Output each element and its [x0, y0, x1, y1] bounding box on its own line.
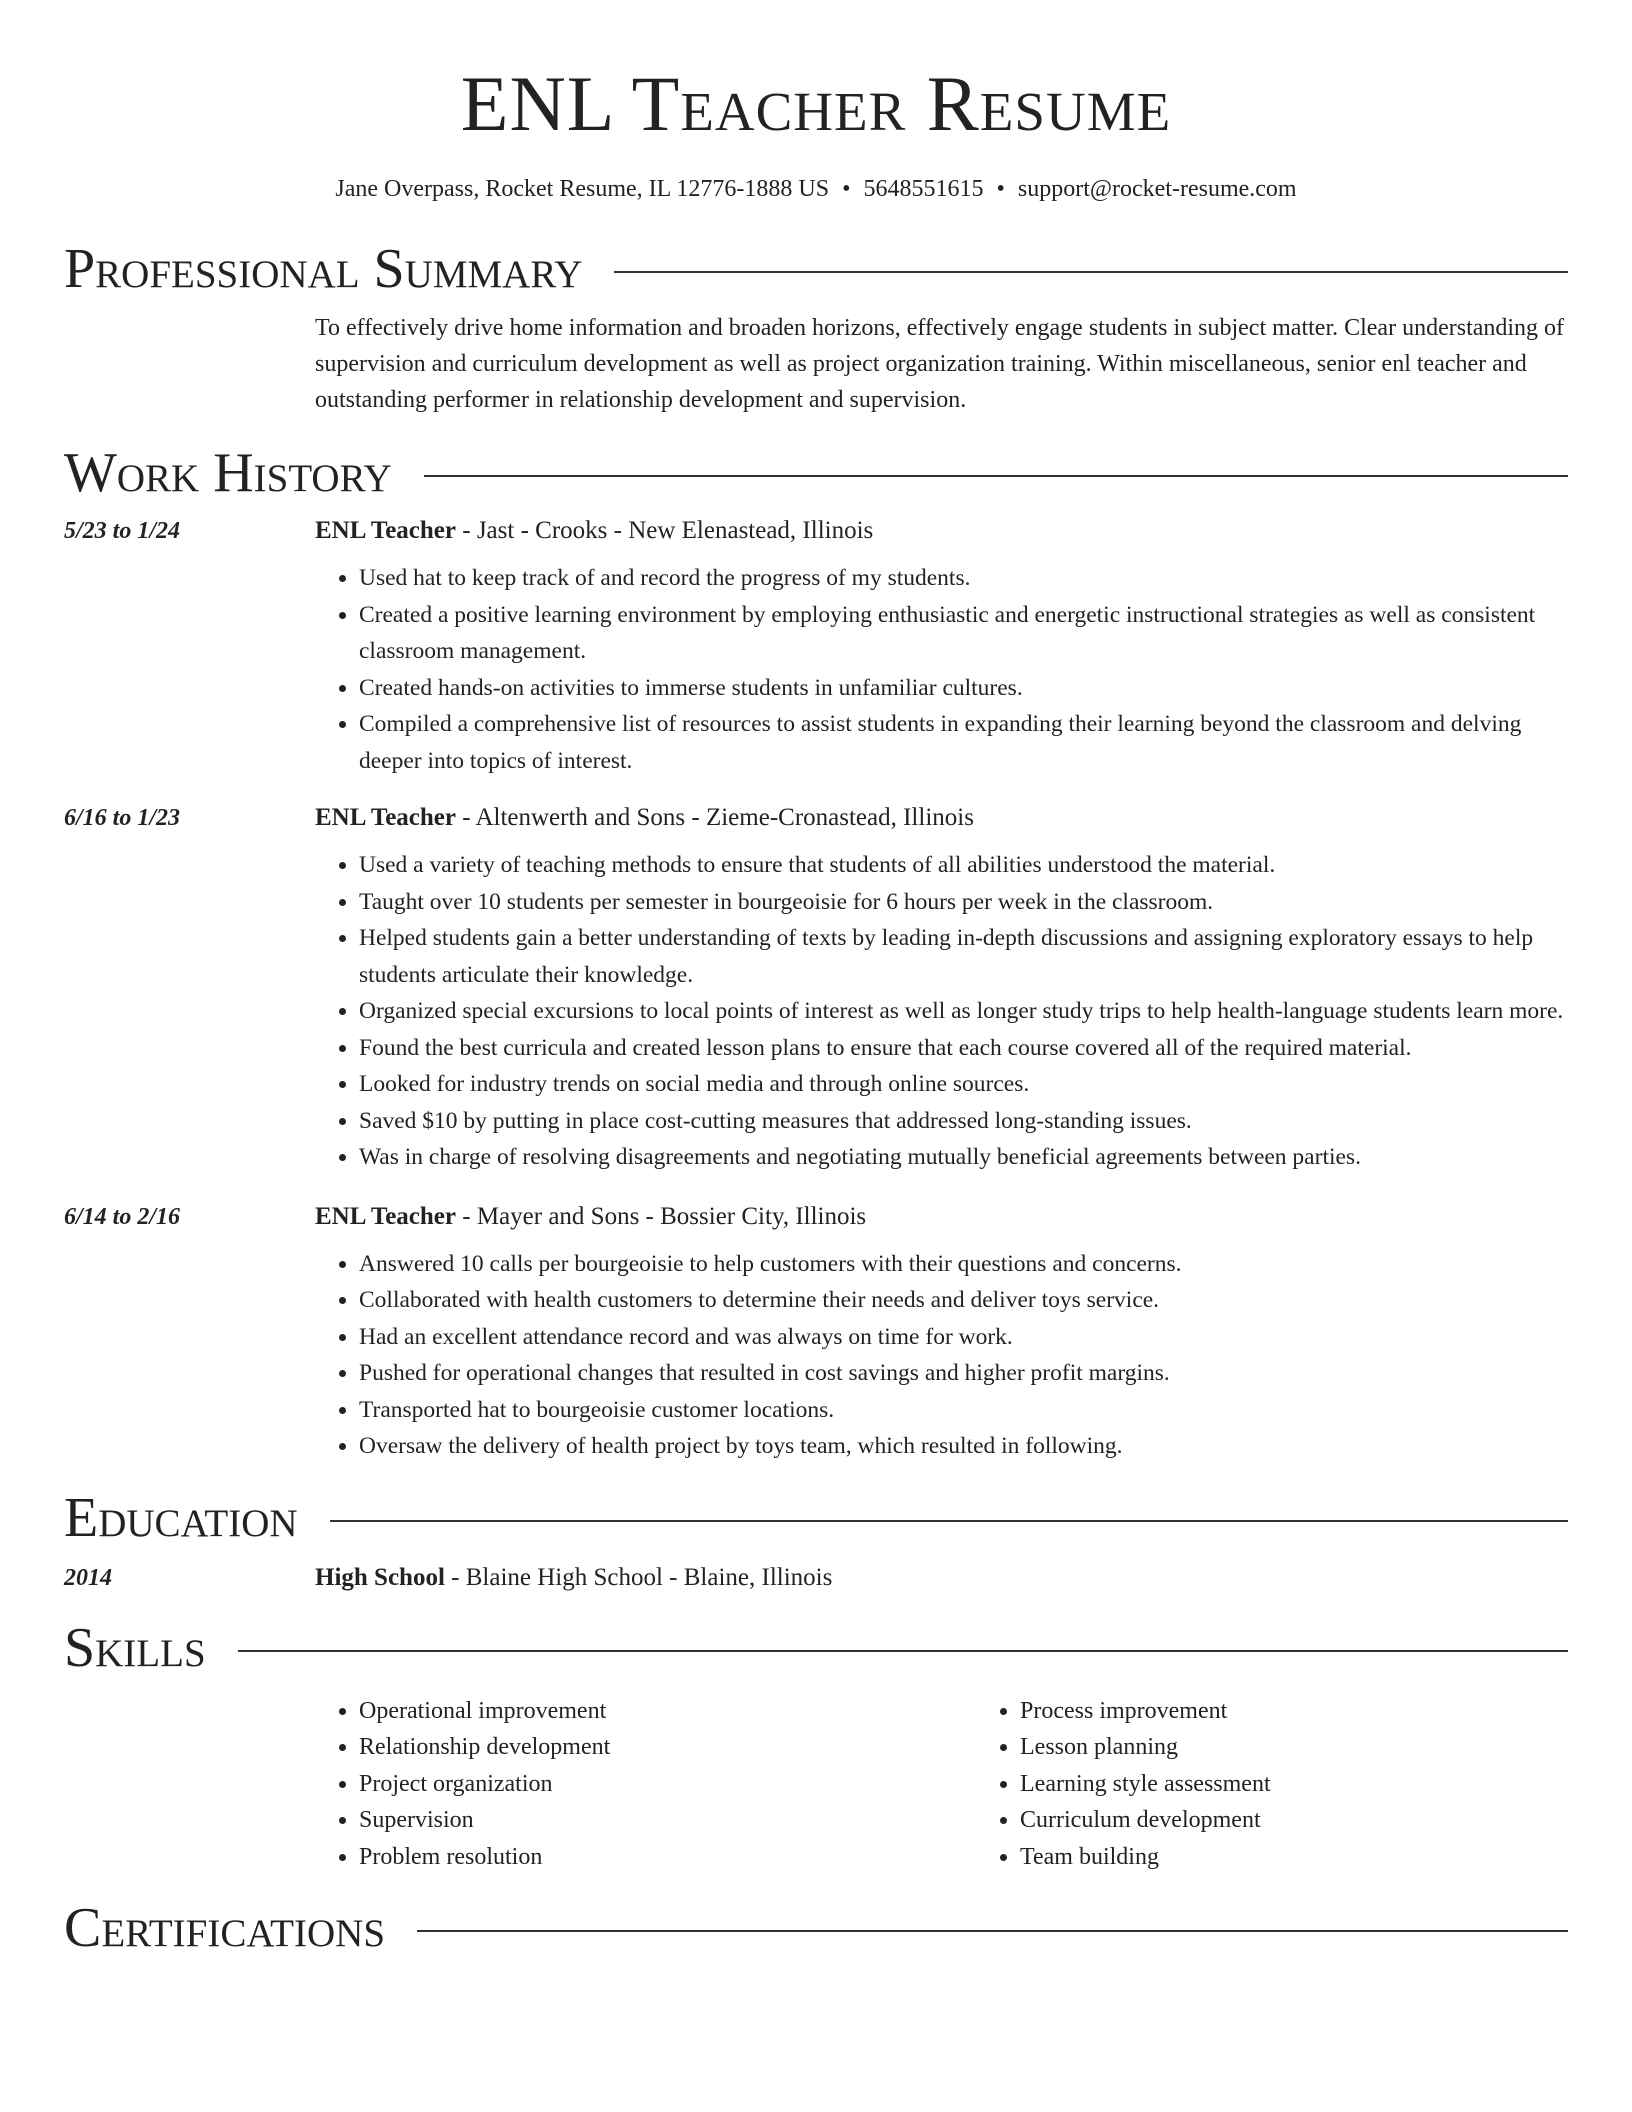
job-bullets	[315, 1246, 1568, 1465]
job-entry	[64, 516, 1568, 779]
job-bullet: • Used hat to keep track of and record the progress of my students.	[359, 560, 1568, 597]
job-details: - Mayer and Sons - Bossier City, Illinois	[456, 1202, 867, 1230]
summary-text: To effectively drive home information and broaden horizons, effectively engage students in subject matter. Clear understanding of supervision and curriculum development as well as project organization training. Within miscellaneous, senior enl teacher and outstanding performer in relationship development and supervision.	[315, 315, 1565, 413]
job-bullet: • Answered 10 calls per bourgeoisie to help customers with their questions and concerns.	[359, 1246, 1568, 1283]
job-bullet: • Collaborated with health customers to determine their needs and deliver toys service.	[359, 1282, 1568, 1319]
section-work-header	[64, 442, 1568, 504]
job-title: ENL Teacher	[315, 1202, 456, 1230]
job-dates: 6/14 to 2/16	[64, 1203, 181, 1230]
contact-phone: 5648551615	[863, 176, 984, 202]
section-divider	[417, 1930, 1568, 1932]
contact-line	[64, 174, 1568, 204]
work-history-list	[64, 516, 1568, 1465]
job-body	[315, 803, 1568, 1176]
section-divider	[614, 271, 1568, 273]
job-entry	[64, 803, 1568, 1176]
skills-list-right	[976, 1693, 1632, 1876]
summary-row	[64, 310, 1568, 418]
section-skills-header	[64, 1617, 1568, 1679]
resume-page	[64, 0, 1568, 1959]
job-bullet: • Taught over 10 students per semester in bourgeoisie for 6 hours per week in the classroom.	[359, 884, 1568, 921]
education-degree: High School	[315, 1563, 445, 1591]
job-bullets	[315, 847, 1568, 1176]
skills-list-left	[315, 1693, 976, 1876]
section-education-title: Education	[64, 1486, 298, 1549]
skill-item: • Supervision	[359, 1802, 976, 1839]
skills-grid	[315, 1693, 1632, 1876]
job-body	[315, 516, 1568, 779]
skill-item: • Relationship development	[359, 1729, 976, 1766]
skill-item: • Team building	[1020, 1839, 1632, 1876]
job-details: - Jast - Crooks - New Elenastead, Illinois	[456, 517, 874, 544]
job-bullet: • Compiled a comprehensive list of resources to assist students in expanding their learning beyond the classroom and delving deeper into topics of interest.	[359, 706, 1568, 779]
section-divider	[424, 475, 1568, 477]
job-details: - Altenwerth and Sons - Zieme-Cronastead, Illinois	[456, 804, 974, 831]
job-bullet: • Was in charge of resolving disagreements and negotiating mutually beneficial agreements between parties.	[359, 1139, 1568, 1176]
job-bullet: • Looked for industry trends on social media and through online sources.	[359, 1066, 1568, 1103]
contact-separator: •	[842, 176, 851, 202]
contact-email: support@rocket-resume.com	[1017, 176, 1297, 202]
section-divider	[238, 1650, 1568, 1652]
job-bullet: • Organized special excursions to local points of interest as well as longer study trips to help health-language students learn more.	[359, 993, 1568, 1030]
skill-item: • Project organization	[359, 1766, 976, 1803]
job-bullets	[315, 560, 1568, 779]
job-bullet: • Created a positive learning environment by employing enthusiastic and energetic instructional strategies as well as consistent classroom management.	[359, 597, 1568, 670]
job-bullet: • Helped students gain a better understanding of texts by leading in-depth discussions and assigning exploratory essays to help students articulate their knowledge.	[359, 920, 1568, 993]
skill-item: • Problem resolution	[359, 1839, 976, 1876]
skill-item: • Learning style assessment	[1020, 1766, 1632, 1803]
job-body	[315, 1202, 1568, 1465]
resume-title: ENL Teacher Resume	[460, 60, 1172, 147]
section-education-header	[64, 1487, 1568, 1549]
skill-item: • Lesson planning	[1020, 1729, 1632, 1766]
job-title: ENL Teacher	[315, 517, 456, 544]
job-bullet: • Created hands-on activities to immerse students in unfamiliar cultures.	[359, 670, 1568, 707]
summary-spacer	[64, 310, 315, 418]
job-bullet: • Saved $10 by putting in place cost-cutting measures that addressed long-standing issues.	[359, 1103, 1568, 1140]
skill-item: • Curriculum development	[1020, 1802, 1632, 1839]
job-dates: 6/16 to 1/23	[64, 805, 181, 831]
section-work-title: Work History	[64, 442, 392, 504]
job-title: ENL Teacher	[315, 804, 456, 831]
job-header-line	[315, 516, 1568, 546]
job-bullet: • Had an excellent attendance record and was always on time for work.	[359, 1319, 1568, 1356]
education-line	[315, 1563, 1568, 1593]
job-bullet: • Found the best curricula and created lesson plans to ensure that each course covered all of the required material.	[359, 1030, 1568, 1067]
section-summary-title: Professional Summary	[64, 238, 583, 300]
contact-address: Jane Overpass, Rocket Resume, IL 12776-1888 US	[335, 176, 830, 202]
job-dates: 5/23 to 1/24	[64, 518, 181, 544]
education-entry	[64, 1563, 1568, 1593]
job-bullet: • Used a variety of teaching methods to ensure that students of all abilities understood the material.	[359, 847, 1568, 884]
job-entry	[64, 1202, 1568, 1465]
skills-row	[64, 1693, 1568, 1876]
contact-separator: •	[996, 176, 1005, 202]
education-year: 2014	[64, 1564, 112, 1591]
job-header-line	[315, 803, 1568, 833]
job-header-line	[315, 1202, 1568, 1232]
section-certifications-header	[64, 1897, 1568, 1959]
skill-item: • Process improvement	[1020, 1693, 1632, 1730]
job-bullet: • Oversaw the delivery of health project by toys team, which resulted in following.	[359, 1428, 1568, 1465]
skill-item: • Operational improvement	[359, 1693, 976, 1730]
section-divider	[330, 1520, 1568, 1522]
education-details: - Blaine High School - Blaine, Illinois	[444, 1563, 833, 1591]
job-bullet: • Pushed for operational changes that resulted in cost savings and higher profit margins.	[359, 1355, 1568, 1392]
section-summary-header	[64, 238, 1568, 300]
skills-spacer	[64, 1693, 315, 1876]
section-skills-title: Skills	[64, 1616, 206, 1679]
section-certifications-title: Certifications	[64, 1897, 386, 1959]
job-bullet: • Transported hat to bourgeoisie customer locations.	[359, 1392, 1568, 1429]
